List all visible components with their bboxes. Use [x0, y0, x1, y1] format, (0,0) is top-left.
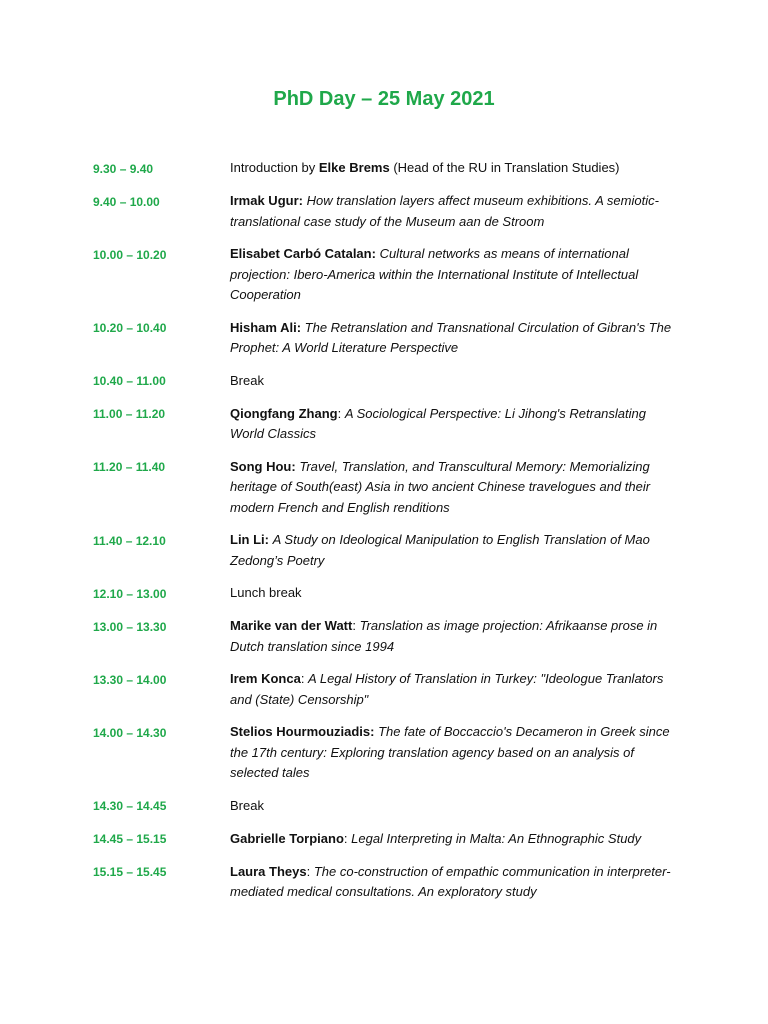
- schedule-row: [93, 530, 673, 571]
- talk-title: A Legal History of Translation in Turkey: "Ideologue Tranlators and (State) Censorship": [230, 671, 664, 707]
- time-slot: 13.00 – 13.30: [93, 619, 167, 634]
- separator-text: :: [343, 830, 352, 846]
- page-title: PhD Day – 25 May 2021: [273, 88, 495, 110]
- speaker-name: Hisham Ali:: [230, 319, 302, 335]
- plain-text: Lunch break: [230, 585, 302, 600]
- time-slot: 10.20 – 10.40: [93, 321, 167, 335]
- talk-title: The Retranslation and Transnational Circulation of Gibran's The Prophet: A World Literature Perspective: [230, 319, 672, 355]
- time-slot: 9.30 – 9.40: [93, 161, 154, 176]
- schedule-row: [93, 404, 673, 445]
- separator-text: :: [306, 863, 314, 879]
- separator-text: :: [337, 405, 345, 421]
- session-content: [230, 318, 673, 359]
- session-content: [230, 244, 673, 306]
- speaker-name: Elisabet Carbó Catalan:: [230, 246, 376, 261]
- speaker-name: Gabrielle Torpiano: [230, 830, 344, 846]
- schedule-row: [93, 722, 673, 784]
- time-slot: 10.00 – 10.20: [93, 247, 167, 262]
- session-content: [230, 862, 673, 903]
- session-content: [230, 616, 673, 657]
- separator-text: :: [352, 618, 360, 633]
- plain-text: (Head of the RU in Translation Studies): [389, 160, 620, 175]
- session-content: [230, 457, 673, 519]
- schedule: [93, 158, 673, 915]
- time-slot: 14.30 – 14.45: [93, 799, 167, 813]
- separator-text: :: [300, 671, 309, 686]
- schedule-row: [93, 457, 673, 519]
- plain-text: Introduction by: [230, 160, 319, 175]
- schedule-row: [93, 829, 673, 850]
- session-content: [230, 669, 673, 710]
- session-content: [230, 829, 673, 850]
- schedule-row: [93, 244, 673, 306]
- schedule-row: [93, 616, 673, 657]
- schedule-row: [93, 318, 673, 359]
- time-slot: 11.40 – 12.10: [93, 533, 166, 548]
- plain-text: Break: [230, 797, 264, 813]
- session-content: [230, 583, 673, 604]
- plain-text: Break: [230, 372, 264, 388]
- time-slot: 14.45 – 15.15: [93, 832, 167, 846]
- session-content: [230, 530, 673, 571]
- speaker-name: Qiongfang Zhang: [230, 405, 338, 421]
- schedule-row: [93, 371, 673, 392]
- schedule-row: [93, 796, 673, 817]
- time-slot: 9.40 – 10.00: [93, 194, 160, 209]
- time-slot: 10.40 – 11.00: [93, 374, 166, 388]
- schedule-row: [93, 583, 673, 604]
- talk-title: The co-construction of empathic communication in interpreter-mediated medical consultations. An exploratory study: [230, 863, 671, 899]
- speaker-name: Stelios Hourmouziadis:: [230, 724, 375, 739]
- session-content: [230, 404, 673, 445]
- talk-title: Cultural networks as means of international projection: Ibero-America within the International Institute of Intellectual Cooperation: [230, 246, 639, 302]
- speaker-name: Irmak Ugur:: [230, 193, 303, 208]
- talk-title: A Study on Ideological Manipulation to English Translation of Mao Zedong’s Poetry: [230, 532, 650, 568]
- time-slot: 14.00 – 14.30: [93, 725, 167, 740]
- speaker-name: Laura Theys: [230, 863, 307, 879]
- speaker-name: Song Hou:: [230, 458, 296, 474]
- schedule-row: [93, 862, 673, 903]
- speaker-name: Marike van der Watt: [230, 618, 353, 633]
- speaker-name: Elke Brems: [318, 160, 390, 175]
- session-content: [230, 796, 673, 817]
- session-content: [230, 158, 673, 179]
- time-slot: 12.10 – 13.00: [93, 586, 167, 601]
- talk-title: Legal Interpreting in Malta: An Ethnographic Study: [351, 830, 642, 846]
- speaker-name: Irem Konca: [230, 671, 301, 686]
- time-slot: 11.20 – 11.40: [93, 460, 166, 474]
- talk-title: The fate of Boccaccio's Decameron in Greek since the 17th century: Exploring translation agency based on an analysis of selected tales: [230, 724, 670, 780]
- time-slot: 11.00 – 11.20: [93, 407, 166, 421]
- session-content: [230, 722, 673, 784]
- talk-title: How translation layers affect museum exhibitions. A semiotic-translational case study of the Museum aan de Stroom: [230, 193, 659, 229]
- time-slot: 15.15 – 15.45: [93, 865, 167, 879]
- time-slot: 13.30 – 14.00: [93, 672, 167, 687]
- schedule-row: [93, 191, 673, 232]
- talk-title: Translation as image projection: Afrikaanse prose in Dutch translation since 1994: [230, 618, 658, 654]
- schedule-row: [93, 158, 673, 179]
- schedule-row: [93, 669, 673, 710]
- session-content: [230, 191, 673, 232]
- speaker-name: Lin Li:: [230, 532, 269, 547]
- session-content: [230, 371, 673, 392]
- talk-title: Travel, Translation, and Transcultural Memory: Memorializing heritage of South(east) Asia in two ancient Chinese travelogues and their modern French and English renditions: [230, 458, 651, 515]
- talk-title: A Sociological Perspective: Li Jihong's Retranslating World Classics: [230, 405, 646, 441]
